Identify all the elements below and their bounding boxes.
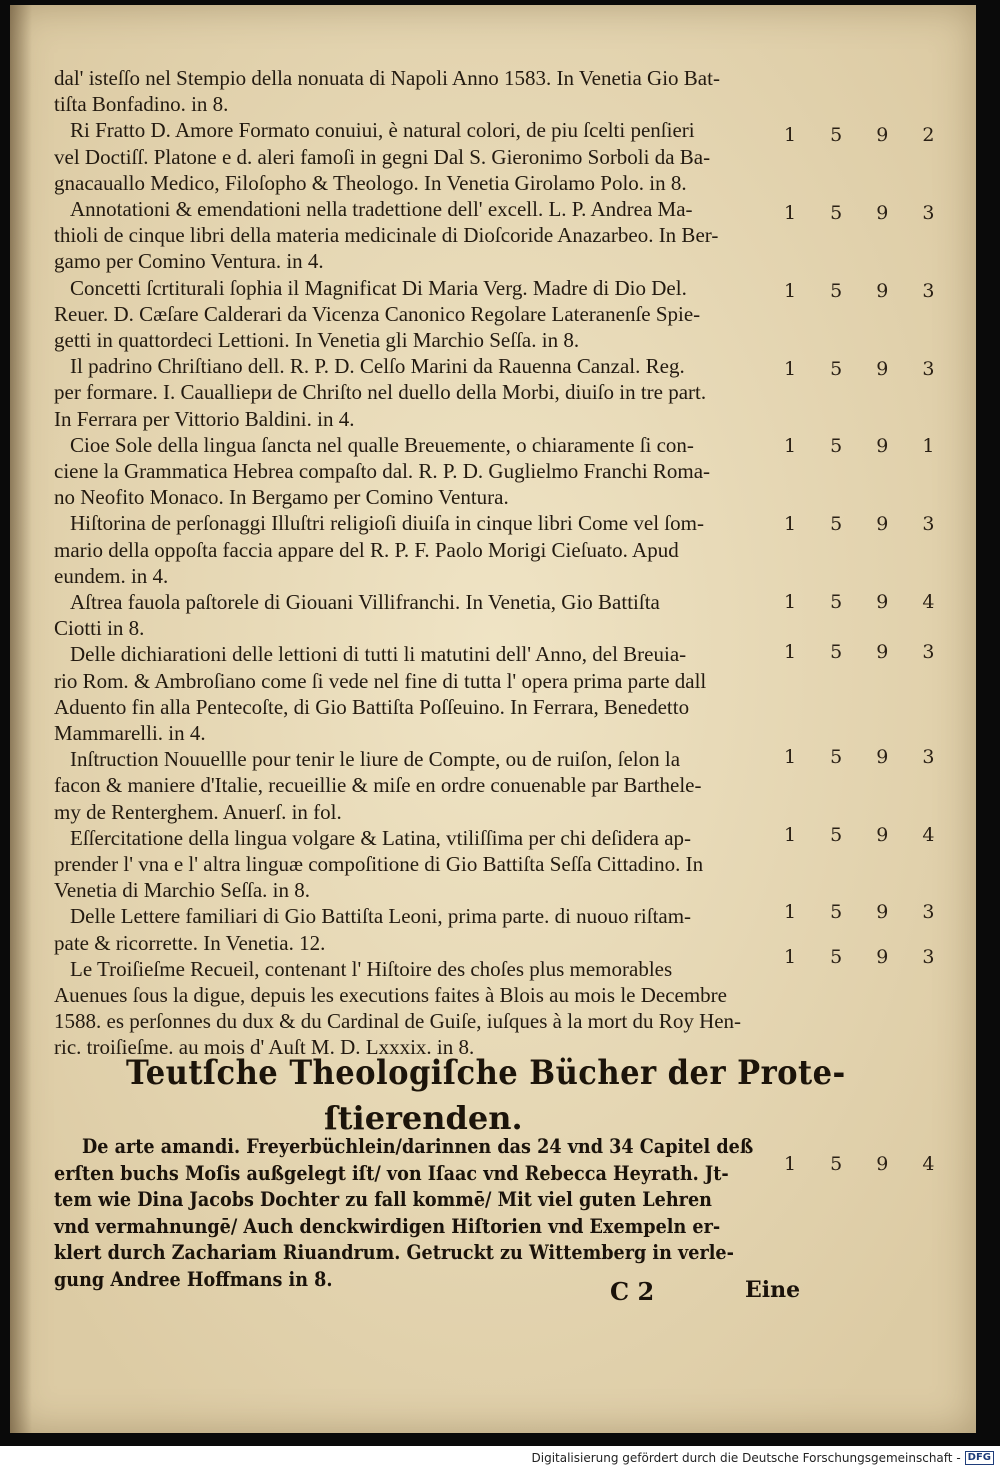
- entry-line: Inſtruction Nouuellle pour tenir le liure de Compte, ou de ruiſon, ſelon la: [70, 747, 681, 772]
- entry-line: Eſſercitatione della lingua volgare & Latina, vtiliſſima per chi deſidera ap-: [70, 825, 692, 850]
- year-entry: 1 5 9 4: [784, 591, 949, 613]
- entry-line: Ri Fratto D. Amore Formato conuiui, è natural colori, de piu ſcelti penſieri: [70, 118, 695, 143]
- entry-line: dal' isteſſo nel Stempio della nonuata di Napoli Anno 1583. In Venetia Gio Bat-: [54, 66, 720, 90]
- entry-line: gnacauallo Medico, Filoſopho & Theologo. In Venetia Girolamo Polo. in 8.: [54, 170, 687, 195]
- footer-credit: [532, 1451, 995, 1465]
- entry-line: Delle Lettere familiari di Gio Battiſta Leoni, prima parte. di nuouo riſtam-: [70, 904, 692, 929]
- entry-line: Ciotti in 8.: [54, 616, 145, 641]
- year-entry: 1 5 9 3: [784, 280, 949, 302]
- heading-line-2: ſtierenden.: [324, 1099, 523, 1137]
- entry-line: 1588. es perſonnes du dux & du Cardinal de Guiſe, iuſques à la mort du Roy Hen-: [54, 1009, 742, 1034]
- year-entry: 1 5 9 3: [784, 901, 949, 923]
- year-entry: 1 5 9 3: [784, 513, 949, 535]
- german-line: erſten buchs Moſis außgelegt iſt/ von Iſaac vnd Rebecca Heyrath. Jt-: [54, 1160, 729, 1185]
- entry-line: Mammarelli. in 4.: [54, 721, 206, 745]
- year-entry: 1 5 9 3: [784, 202, 949, 224]
- year-entry: 1 5 9 3: [784, 746, 949, 768]
- entry-line: Hiſtorina de perſonaggi Illuſtri religioſi diuiſa in cinque libri Come vel ſom-: [70, 511, 704, 536]
- entry-line: pate & ricorrette. In Venetia. 12.: [54, 930, 326, 955]
- heading-line-1: Teutſche Theologiſche Bücher der Prote-: [126, 1053, 846, 1093]
- year-entry: 1 5 9 4: [784, 824, 949, 846]
- entry-line: eundem. in 4.: [54, 563, 169, 588]
- german-line: tem wie Dina Jacobs Dochter zu fall kommē/ Mit viel guten Lehren: [54, 1187, 712, 1211]
- entry-line: my de Renterghem. Anuerſ. in fol.: [54, 799, 342, 824]
- entry-line: Le Troiſieſme Recueil, contenant l' Hiſtoire des choſes plus memorables: [70, 956, 673, 981]
- entry-line: Venetia di Marchio Seſſa. in 8.: [54, 878, 311, 903]
- year-entry: 1 5 9 3: [784, 641, 949, 663]
- signature-mark: C 2: [610, 1277, 655, 1306]
- entry-line: ric. troiſieſme. au mois d' Auſt M. D. Lxxxix. in 8.: [54, 1035, 475, 1060]
- year-entry: 1 5 9 1: [784, 435, 949, 457]
- entry-line: Il padrino Chriſtiano dell. R. P. D. Celſo Marini da Rauenna Canzal. Reg.: [70, 354, 685, 379]
- german-line: De arte amandi. Freyerbüchlein/darinnen das 24 vnd 34 Capitel deß: [82, 1134, 754, 1158]
- book-page: [10, 5, 976, 1433]
- dfg-logo: DFG: [965, 1451, 994, 1465]
- entry-line: prender l' vna e l' altra linguæ compoſitione di Gio Battiſta Seſſa Cittadino. In: [54, 852, 704, 876]
- entry-line: per formare. I. Caualliери de Chriſto nel duello della Morbi, diuiſo in tre part.: [54, 380, 707, 405]
- entry-line: tiſta Bonfadino. in 8.: [54, 92, 229, 117]
- entry-line: Concetti ſcrtiturali ſophia il Magnificat Di Maria Verg. Madre di Dio Del.: [70, 275, 687, 300]
- entry-line: Aſtrea fauola paſtorele di Giouani Villifranchi. In Venetia, Gio Battiſta: [70, 590, 660, 614]
- year-entry: 1 5 9 3: [784, 358, 949, 380]
- year-entry: 1 5 9 2: [784, 124, 949, 146]
- entry-line: mario della oppoſta faccia appare del R. P. F. Paolo Morigi Cieſuato. Apud: [54, 537, 679, 562]
- entry-line: Delle dichiarationi delle lettioni di tutti li matutini dell' Anno, del Breuia-: [70, 642, 687, 667]
- entry-line: Reuer. D. Cæſare Calderari da Vicenza Canonico Regolare Lateranenſe Spie-: [54, 301, 701, 326]
- footer-text: Digitalisierung gefördert durch die Deutsche Forschungsgemeinschaft -: [531, 1451, 961, 1465]
- german-line: klert durch Zachariam Riuandrum. Getruckt zu Wittemberg in verle-: [54, 1240, 734, 1264]
- entry-line: getti in quattordeci Lettioni. In Venetia gli Marchio Seſſa. in 8.: [54, 328, 580, 352]
- year-entry: 1 5 9 4: [784, 1153, 949, 1175]
- year-entry: 1 5 9 3: [784, 946, 949, 968]
- entry-line: Annotationi & emendationi nella tradettione dell' excell. L. P. Andrea Ma-: [70, 197, 693, 221]
- entry-line: In Ferrara per Vittorio Baldini. in 4.: [54, 406, 355, 431]
- entry-line: Auenues ſous la digue, depuis les executions faites à Blois au mois le Decembre: [54, 983, 727, 1007]
- entry-line: Cioe Sole della lingua ſancta nel qualle Breuemente, o chiaramente ſi con-: [70, 432, 694, 457]
- entry-line: vel Doctiſſ. Platone e d. aleri famoſi in gegni Dal S. Gieronimo Sorboli da Ba-: [54, 144, 711, 169]
- german-line: gung Andree Hoffmans in 8.: [54, 1266, 333, 1291]
- entry-line: thioli de cinque libri della materia medicinale di Dioſcoride Anazarbeo. In Ber-: [54, 223, 719, 248]
- page-gutter: [10, 5, 32, 1433]
- catchword: Eine: [745, 1277, 801, 1303]
- entry-line: no Neofito Monaco. In Bergamo per Comino Ventura.: [54, 485, 509, 510]
- entry-line: gamo per Comino Ventura. in 4.: [54, 249, 324, 274]
- entry-line: Aduento fin alla Pentecoſte, di Gio Battiſta Poſſeuino. In Ferrara, Benedetto: [54, 694, 690, 719]
- entry-line: ciene la Grammatica Hebrea compaſto dal. R. P. D. Guglielmo Franchi Roma-: [54, 459, 711, 483]
- german-line: vnd vermahnungē/ Auch denckwirdigen Hiſtorien vnd Exempeln er-: [54, 1213, 721, 1238]
- entry-line: facon & maniere d'Italie, recueillie & miſe en ordre conuenable par Barthele-: [54, 773, 702, 798]
- entry-line: rio Rom. & Ambroſiano come ſi vede nel fine di tutta l' opera prima parte dall: [54, 668, 707, 693]
